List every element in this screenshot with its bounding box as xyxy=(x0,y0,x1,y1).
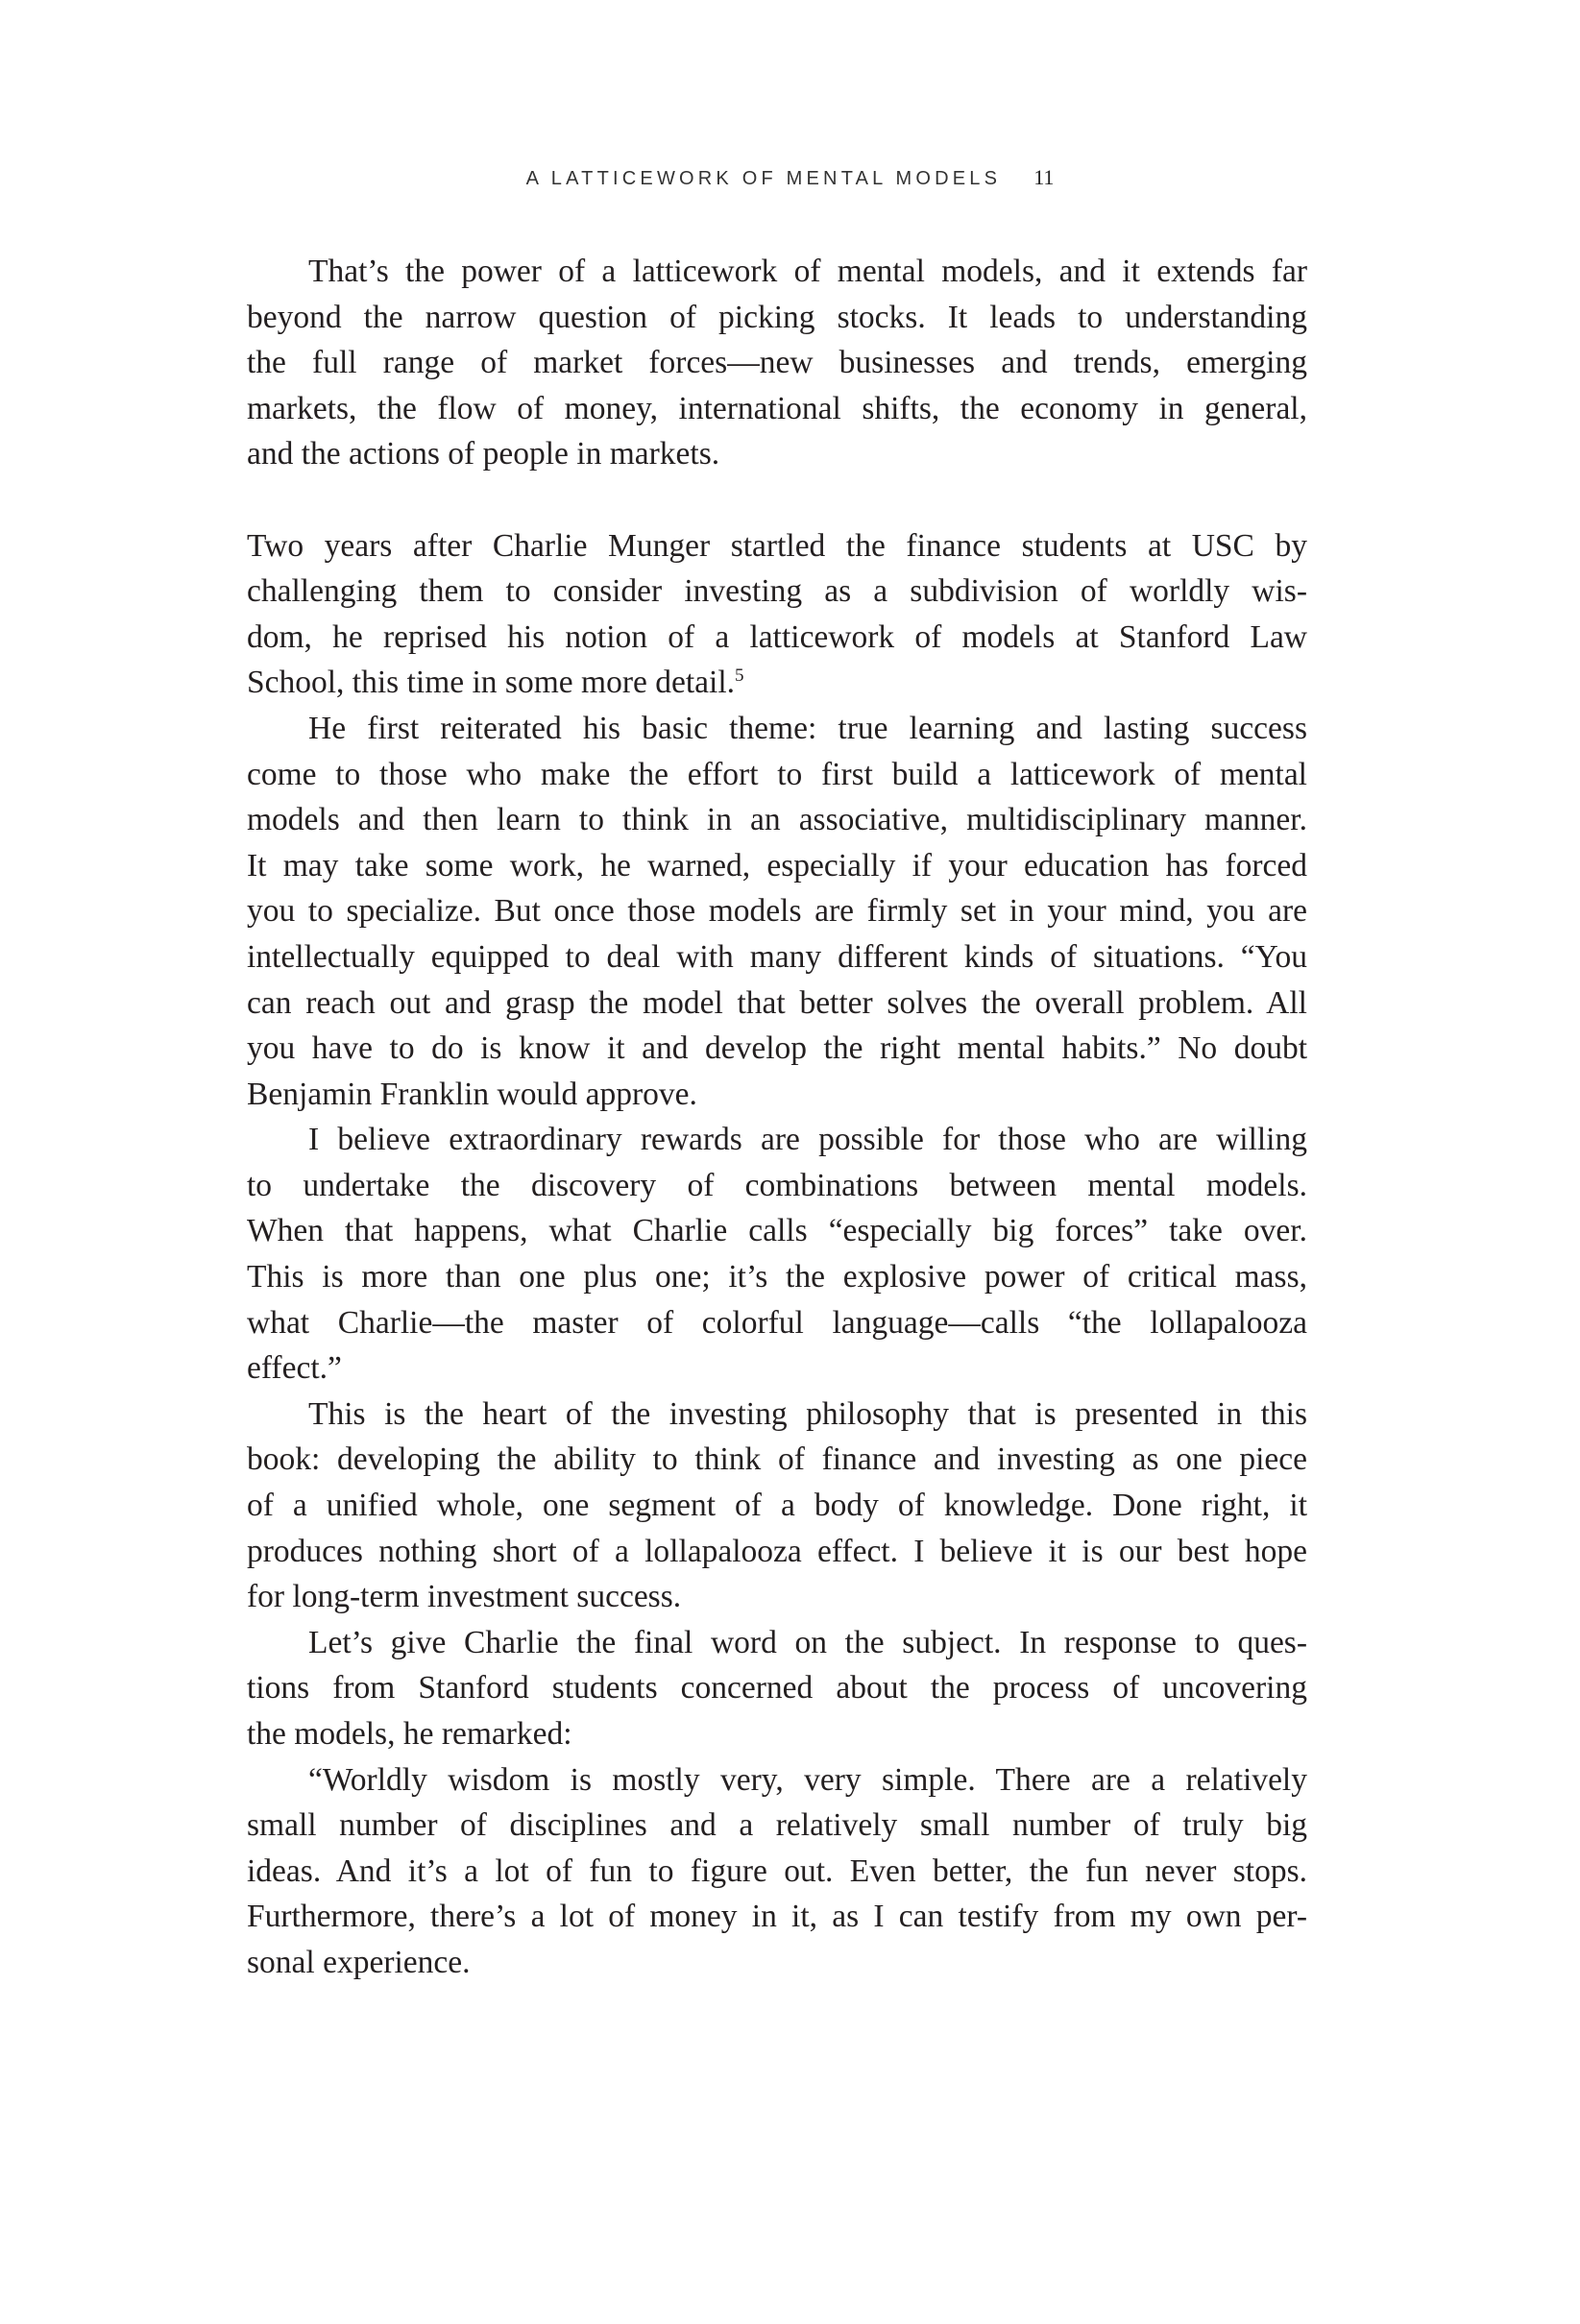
running-title: A LATTICEWORK OF MENTAL MODELS xyxy=(525,168,1002,189)
text-line: the full range of market forces—new businesses and trends, emerging xyxy=(247,345,1307,381)
text-line: you to specialize. But once those models are firmly set in your mind, you are xyxy=(247,893,1307,930)
text-line: Let’s give Charlie the final word on the subject. In response to ques- xyxy=(308,1624,1307,1660)
text-line: When that happens, what Charlie calls “especially big forces” take over. xyxy=(247,1213,1307,1249)
text-line: It may take some work, he warned, especially if your education has forced xyxy=(247,847,1307,884)
page-number: 11 xyxy=(1033,165,1055,189)
paragraph xyxy=(247,1620,1307,1757)
text-line: for long-term investment success. xyxy=(247,1579,682,1615)
text-line: sonal experience. xyxy=(247,1944,471,1980)
text-line: “Worldly wisdom is mostly very, very simple. There are a relatively xyxy=(308,1761,1307,1798)
running-header xyxy=(0,165,1580,190)
text-line: Two years after Charlie Munger startled the finance students at USC by xyxy=(247,527,1307,564)
paragraph xyxy=(247,1392,1307,1620)
text-line: produces nothing short of a lollapalooza effect. I believe it is our best hope xyxy=(247,1533,1307,1569)
footnote-reference[interactable]: 5 xyxy=(735,666,744,687)
text-line: the models, he remarked: xyxy=(247,1716,572,1752)
text-line: That’s the power of a latticework of mental models, and it extends far xyxy=(308,254,1307,289)
paragraph xyxy=(247,706,1307,1117)
paragraph xyxy=(247,1117,1307,1392)
text-line: dom, he reprised his notion of a latticework of models at Stanford Law xyxy=(247,618,1307,655)
text-line: Benjamin Franklin would approve. xyxy=(247,1076,697,1112)
text-line: ideas. And it’s a lot of fun to figure out. Even better, the fun never stops. xyxy=(247,1852,1307,1889)
text-line: This is the heart of the investing philosophy that is presented in this xyxy=(308,1395,1307,1432)
text-line: markets, the flow of money, international shifts, the economy in general, xyxy=(247,390,1307,426)
text-line: challenging them to consider investing as a subdivision of worldly wis- xyxy=(247,573,1307,610)
text-line: you have to do is know it and develop the right mental habits.” No doubt xyxy=(247,1030,1307,1067)
text-line: book: developing the ability to think of finance and investing as one piece xyxy=(247,1441,1307,1478)
text-line: to undertake the discovery of combinations between mental models. xyxy=(247,1167,1307,1203)
text-line: come to those who make the effort to first build a latticework of mental xyxy=(247,756,1307,792)
text-line: what Charlie—the master of colorful language—calls “the lollapalooza xyxy=(247,1304,1307,1341)
text-line: intellectually equipped to deal with many different kinds of situations. “You xyxy=(247,938,1307,975)
text-line: I believe extraordinary rewards are possible for those who are willing xyxy=(308,1122,1307,1158)
paragraph xyxy=(247,1757,1307,1986)
text-line: beyond the narrow question of picking stocks. It leads to understanding xyxy=(247,299,1307,335)
text-line: Furthermore, there’s a lot of money in it, as I can testify from my own per- xyxy=(247,1899,1307,1935)
text-line: This is more than one plus one; it’s the explosive power of critical mass, xyxy=(247,1259,1307,1295)
paragraph xyxy=(247,249,1307,477)
text-line: He first reiterated his basic theme: true learning and lasting success xyxy=(308,710,1307,746)
text-line: small number of disciplines and a relatively small number of truly big xyxy=(247,1807,1307,1844)
text-line: and the actions of people in markets. xyxy=(247,436,720,472)
text-line: models and then learn to think in an associative, multidisciplinary manner. xyxy=(247,802,1307,838)
paragraph xyxy=(247,523,1307,706)
text-line xyxy=(247,660,1307,706)
text-line-content: School, this time in some more detail. xyxy=(247,665,736,701)
text-line: tions from Stanford students concerned about the process of uncovering xyxy=(247,1670,1307,1707)
text-line: effect.” xyxy=(247,1350,342,1387)
text-line: can reach out and grasp the model that better solves the overall problem. All xyxy=(247,984,1307,1021)
body-text xyxy=(247,249,1307,1986)
text-line: of a unified whole, one segment of a body of knowledge. Done right, it xyxy=(247,1488,1307,1524)
section-break xyxy=(247,477,1307,523)
